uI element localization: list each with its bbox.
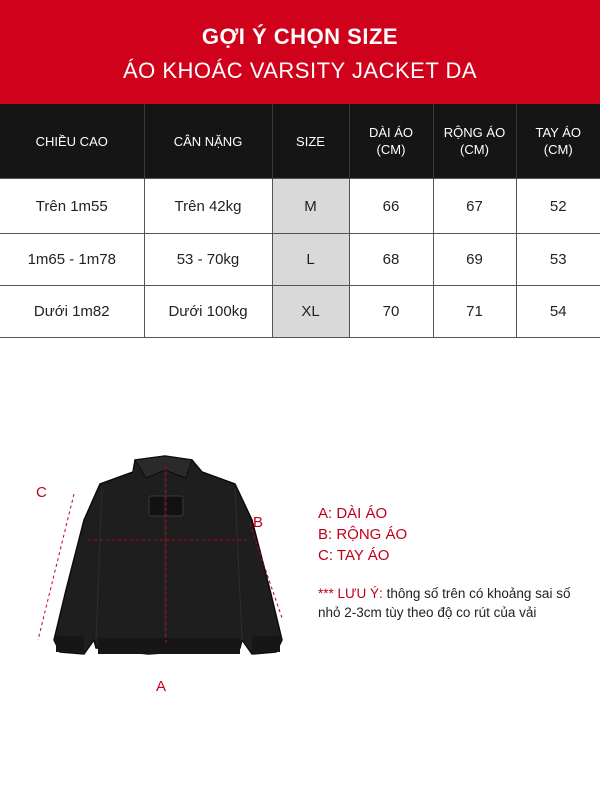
legend-sleeve: C: TAY ÁO [318, 547, 390, 564]
jacket-diagram [30, 440, 300, 700]
size-table [0, 104, 600, 338]
measurement-legend [318, 503, 407, 566]
page-subtitle: ÁO KHOÁC VARSITY JACKET DA [122, 58, 478, 83]
page-title: GỢI Ý CHỌN SIZE [201, 24, 399, 49]
jacket-waistband [98, 638, 240, 654]
header-sleeve: TAY ÁO (CM) [516, 104, 600, 179]
jacket-illustration [54, 456, 282, 654]
cell-sleeve: 53 [516, 234, 600, 286]
header-size: SIZE [272, 104, 349, 179]
cell-height: Trên 1m55 [0, 179, 144, 234]
note-prefix: *** LƯU Ý: [318, 586, 383, 601]
legend-length: A: DÀI ÁO [318, 505, 388, 522]
table-row [0, 286, 600, 338]
table-header-row [0, 104, 600, 179]
cell-height: 1m65 - 1m78 [0, 234, 144, 286]
header-banner [0, 0, 600, 104]
cell-length: 66 [349, 179, 433, 234]
cell-sleeve: 54 [516, 286, 600, 338]
jacket-cuff-right [252, 636, 280, 652]
jacket-cuff-left [56, 636, 84, 652]
note-body: thông số trên có khoảng sai số nhỏ 2-3cm tùy theo độ co rút của vải [318, 586, 571, 620]
cell-weight: Trên 42kg [144, 179, 272, 234]
cell-height: Dưới 1m82 [0, 286, 144, 338]
cell-width: 69 [433, 234, 516, 286]
cell-size: XL [272, 286, 349, 338]
cell-width: 67 [433, 179, 516, 234]
legend-width: B: RỘNG ÁO [318, 526, 408, 543]
cell-size: M [272, 179, 349, 234]
table-row [0, 179, 600, 234]
diagram-label-a: A [156, 678, 167, 695]
note-text [318, 584, 588, 622]
cell-weight: Dưới 100kg [144, 286, 272, 338]
cell-length: 70 [349, 286, 433, 338]
cell-weight: 53 - 70kg [144, 234, 272, 286]
cell-width: 71 [433, 286, 516, 338]
table-row [0, 234, 600, 286]
cell-length: 68 [349, 234, 433, 286]
header-weight: CÂN NẶNG [144, 104, 272, 179]
cell-size: L [272, 234, 349, 286]
header-length: DÀI ÁO (CM) [349, 104, 433, 179]
diagram-label-c: C [36, 484, 47, 501]
header-width: RỘNG ÁO (CM) [433, 104, 516, 179]
cell-sleeve: 52 [516, 179, 600, 234]
header-height: CHIỀU CAO [0, 104, 144, 179]
diagram-label-b: B [253, 514, 264, 531]
